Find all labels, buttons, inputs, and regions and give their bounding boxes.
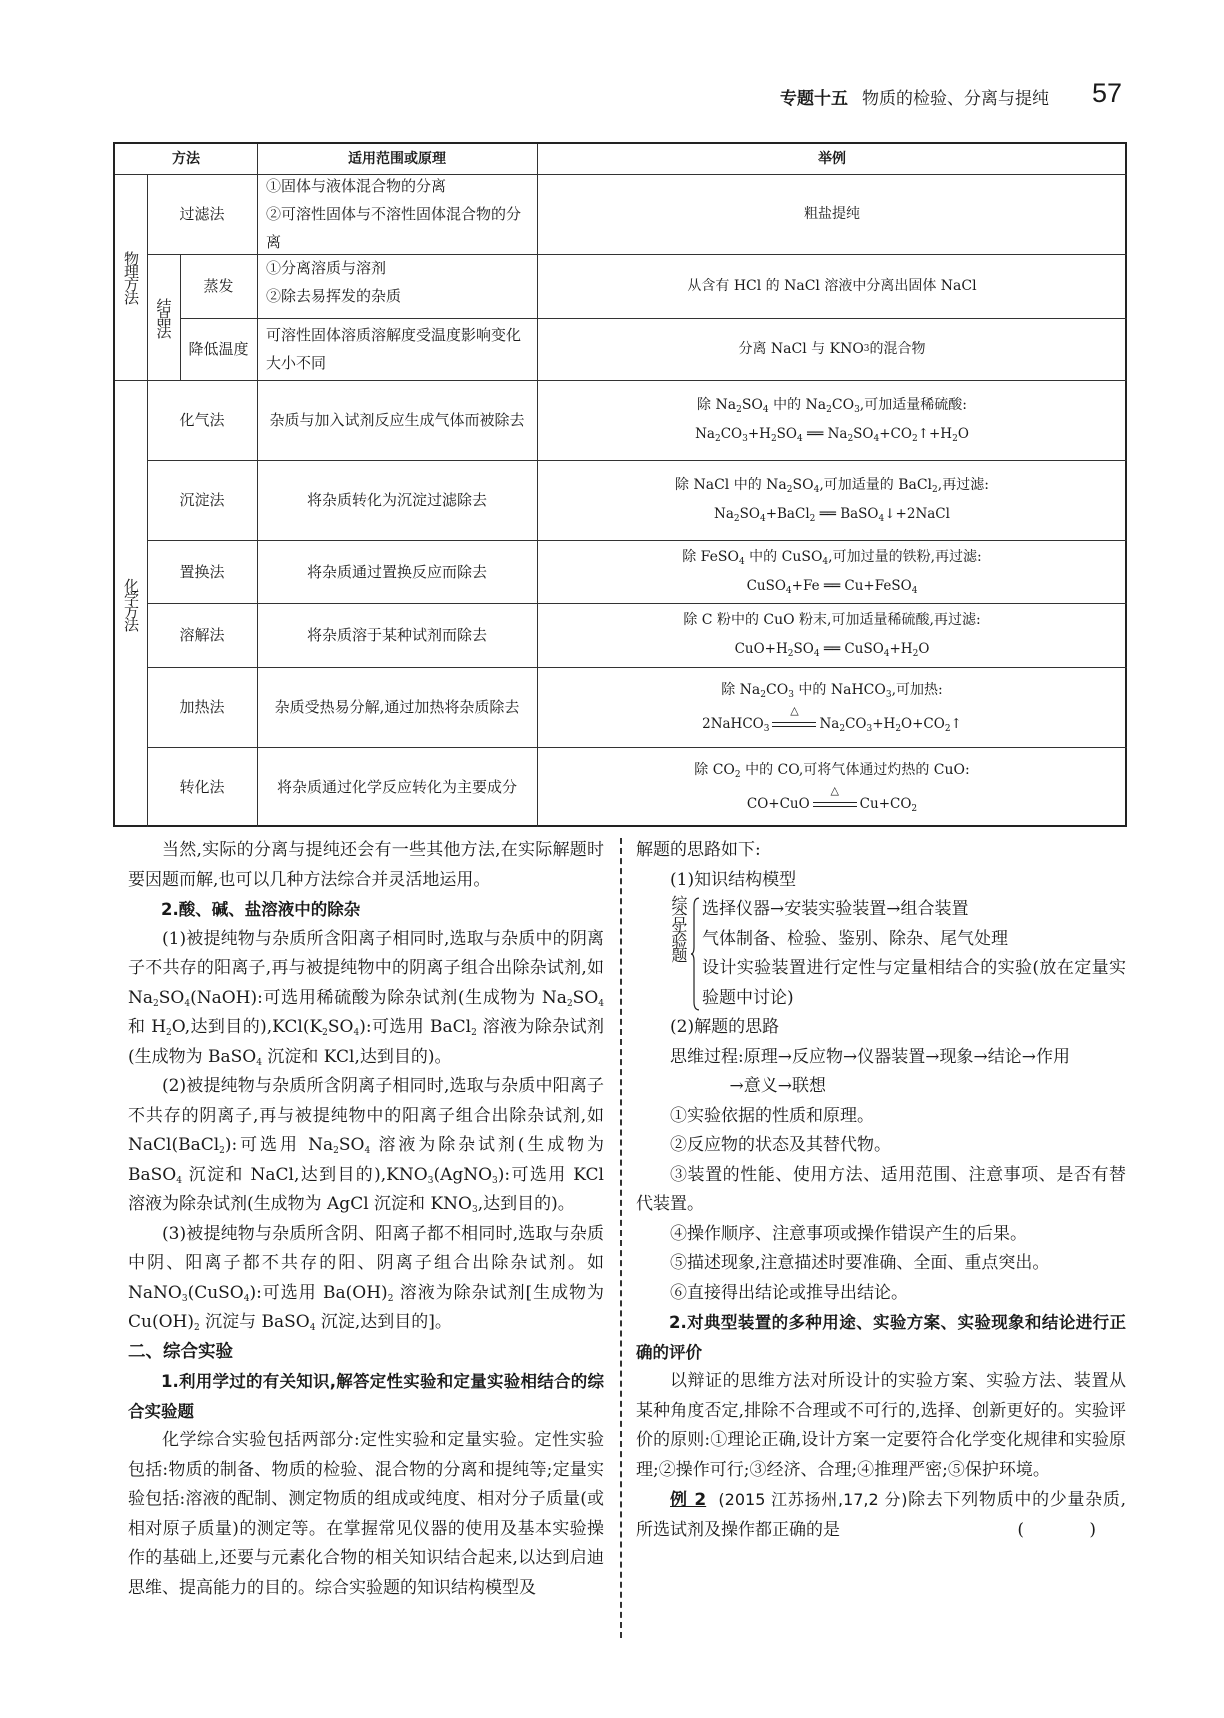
- bracket-items: [702, 895, 1126, 1013]
- principle-line: ①分离溶质与溶剂: [266, 259, 387, 277]
- point-item: ①实验依据的性质和原理。: [670, 1105, 874, 1126]
- point-item: ⑤描述现象,注意描述时要准确、全面、重点突出。: [670, 1253, 1050, 1273]
- table-rule: [180, 254, 181, 380]
- table-rule: [147, 254, 1127, 255]
- chemical-equation: $CuO+H_2SO_4$ ══ $CuSO_4+H_2O$: [734, 641, 930, 659]
- thinking-process-continued: →意义→联想: [729, 1076, 826, 1096]
- subheading: (2)解题的思路: [670, 1017, 780, 1037]
- principle-precipitation: 将杂质转化为沉淀过滤除去: [306, 491, 487, 509]
- brace-icon: [690, 897, 700, 1011]
- point-item: ④操作顺序、注意事项或操作错误产生的后果。: [670, 1223, 1027, 1244]
- running-header: [780, 84, 1049, 109]
- paragraph: (2)被提纯物与杂质所含阴离子相同时,选取与杂质中阳离子不共存的阴离子,再与被提纯物中的阳离子组合出除杂试剂,如 NaCl(BaCl$_2$):可选用 $Na_2SO_4$ 溶液为除杂试剂(生成物为 BaSO$_4$ 沉淀和 NaCl,达到目的)$,KNO_3(AgNO_3)$:可选用 KCl 溶液为除杂试剂(生成物为 AgCl 沉淀和 $KNO_3$,达到目的)。: [128, 1076, 604, 1215]
- page-number: 57: [1092, 78, 1123, 108]
- example-gasification: [537, 380, 1127, 460]
- principle-line: 可溶性固体溶质溶解度受温度影响变化大小不同: [266, 326, 522, 372]
- point-item: ②反应物的状态及其替代物。: [670, 1135, 891, 1155]
- table-rule: [115, 380, 1127, 381]
- table-rule: [147, 603, 1127, 604]
- group-crystallization: 结晶法: [154, 297, 173, 337]
- method-cooling: 降低温度: [188, 340, 249, 358]
- principle-line: ②可溶性固体与不溶性固体混合物的分离: [266, 205, 522, 251]
- thinking-process: 思维过程:原理→反应物→仪器装置→现象→结论→作用: [670, 1046, 1070, 1067]
- bracket-item: 选择仪器→安装实验装置→组合装置: [702, 899, 969, 919]
- bracket-label: 综合实验题: [669, 895, 688, 960]
- principle-heating: 杂质受热易分解,通过加热将杂质除去: [274, 698, 520, 716]
- table-rule: [147, 174, 148, 827]
- chapter-title: 物质的检验、分离与提纯: [862, 89, 1049, 109]
- paragraph: (1)被提纯物与杂质所含阳离子相同时,选取与杂质中的阴离子不共存的阳离子,再与被提纯物中的阴离子组合出除杂试剂,如 $Na_2SO_4(NaOH)$:可选用稀硫酸为除杂试剂(生成物为 $Na_2SO_4$ 和 $H_2O$,达到目的)$,KCl(K_2SO_4)$:可选用 BaCl$_2$ 溶液为除杂试剂(生成物为 BaSO$_4$ 沉淀和 KCl,达到目的)。: [128, 928, 605, 1068]
- chemical-equation: $Na_2CO_3+H_2SO_4$ ══ $Na_2SO_4+CO_2↑+H_2O$: [695, 426, 969, 444]
- subsection-heading: 2.酸、碱、盐溶液中的除杂: [161, 900, 361, 919]
- paragraph: (3)被提纯物与杂质所含阴、阳离子都不相同时,选取与杂质中阴、阳离子都不共存的阳、阴离子组合出除杂试剂。如 NaNO$_3$(CuSO$_4$):可选用 $Ba(OH)_2$ 溶液为除杂试剂[生成物为 $Cu(OH)_2$ 沉淀与 BaSO$_4$ 沉淀,达到目的]。: [128, 1223, 604, 1333]
- example-text: 除去下列物质中的少量杂质,所选试剂及操作都正确的是: [636, 1490, 1127, 1540]
- paragraph: 化学综合实验包括两部分:定性实验和定量实验。定性实验包括:物质的制备、物质的检验、混合物的分离和提纯等;定量实验包括:溶液的配制、测定物质的组成或纯度、相对分子质量(或相对原子质量)的测定等。在掌握常见仪器的使用及基本实验操作的基础上,还要与元素化合物的相关知识结合起来,以达到启迪思维、提高能力的目的。综合实验题的知识结构模型及: [128, 1430, 604, 1598]
- point-item: ⑥直接得出结论或推导出结论。: [670, 1282, 908, 1303]
- method-displacement: 置换法: [179, 562, 225, 581]
- paragraph: 以辩证的思维方法对所设计的实验方案、实验方法、装置从某种角度否定,排除不合理或不可行的,选择、创新更好的。实验评价的原则:①理论正确,设计方案一定要符合化学变化规律和实验原理;②操作可行;③经济、合理;④推理严密;⑤保护环境。: [636, 1371, 1126, 1480]
- example-source: (2015 江苏扬州,17,2 分): [718, 1490, 908, 1509]
- subheading: (1)知识结构模型: [670, 869, 797, 890]
- topic-label: 专题十五: [780, 89, 848, 109]
- method-filtration: 过滤法: [179, 205, 225, 223]
- principle-filtration: [257, 174, 537, 254]
- example-precipitation: [537, 460, 1127, 540]
- method-conversion: 转化法: [179, 778, 225, 796]
- table-rule: [147, 540, 1127, 541]
- example-question: [636, 1485, 1126, 1545]
- chemical-equation: CuSO$_4$+Fe ══ Cu+FeSO$_4$: [746, 577, 918, 596]
- method-heating: 加热法: [179, 698, 225, 716]
- right-column: [636, 836, 1126, 1545]
- principle-line: ②除去易挥发的杂质: [266, 287, 402, 305]
- col-header-method: 方法: [172, 151, 200, 167]
- table-rule: [537, 144, 538, 827]
- principle-conversion: 将杂质通过化学反应转化为主要成分: [276, 778, 517, 796]
- left-column: [128, 836, 604, 1603]
- table-rule: [180, 318, 1127, 319]
- principle-displacement: 将杂质通过置换反应而除去: [306, 562, 487, 581]
- principle-cooling: [257, 318, 537, 380]
- principle-line: ①固体与液体混合物的分离: [266, 177, 447, 195]
- example-text: 除 C 粉中的 CuO 粉末,可加适量稀硫酸,再过滤:: [683, 612, 981, 628]
- table-rule: [147, 667, 1127, 668]
- knowledge-structure-model: [636, 895, 1126, 1013]
- col-header-principle: 适用范围或原理: [348, 151, 446, 167]
- example-label: 例 2: [670, 1490, 707, 1510]
- heat-condition-sign: △: [813, 800, 857, 810]
- chemical-equation: CO+CuO △ $Cu+CO_2$: [746, 783, 918, 814]
- point-item: ③装置的性能、使用方法、适用范围、注意事项、是否有替代装置。: [636, 1164, 1126, 1214]
- heat-condition-sign: △: [772, 720, 816, 730]
- table-rule: [115, 174, 1127, 175]
- example-text: 除 NaCl 中的 $Na_2SO_4$,可加适量的 BaCl$_2$,再过滤:: [675, 477, 989, 495]
- example-filtration: 粗盐提纯: [804, 206, 860, 222]
- col-header-example: 举例: [818, 151, 846, 167]
- principle-dissolution: 将杂质溶于某种试剂而除去: [306, 626, 487, 644]
- principle-evaporation: [257, 254, 537, 318]
- example-conversion: [537, 747, 1127, 827]
- paragraph: 解题的思路如下:: [636, 840, 761, 860]
- bracket-item: 设计实验装置进行定性与定量相结合的实验(放在定量实验题中讨论): [702, 958, 1126, 1008]
- table-rule: [147, 460, 1127, 461]
- subsection-heading: 1.利用学过的有关知识,解答定性实验和定量实验相结合的综合实验题: [128, 1372, 604, 1421]
- separation-methods-table: [113, 142, 1127, 827]
- method-evaporation: 蒸发: [203, 277, 234, 295]
- table-rule: [147, 747, 1127, 748]
- example-evaporation: 从含有 HCl 的 NaCl 溶液中分离出固体 NaCl: [687, 278, 977, 294]
- method-dissolution: 溶解法: [179, 626, 225, 644]
- bracket-item: 气体制备、检验、鉴别、除杂、尾气处理: [702, 928, 1008, 949]
- paragraph: 当然,实际的分离与提纯还会有一些其他方法,在实际解题时要因题而解,也可以几种方法综合并灵活地运用。: [128, 840, 604, 890]
- column-divider: [620, 838, 622, 1638]
- example-text: 除 FeSO$_4$ 中的 CuSO$_4$,可加过量的铁粉,再过滤:: [682, 548, 982, 567]
- example-cooling: 分离 NaCl 与 KNO 3 的混合物: [738, 341, 926, 357]
- method-gasification: 化气法: [179, 411, 225, 429]
- example-heating: [537, 667, 1127, 747]
- example-text: 除 $CO_2$ 中的 CO,可将气体通过灼热的 CuO:: [694, 762, 970, 780]
- method-precipitation: 沉淀法: [179, 491, 225, 509]
- example-displacement: [537, 540, 1127, 603]
- principle-gasification: 杂质与加入试剂反应生成气体而被除去: [269, 411, 525, 429]
- group-chemical: 化学方法: [122, 577, 140, 630]
- subsection-heading: 2.对典型装置的多种用途、实验方案、实验现象和结论进行正确的评价: [636, 1313, 1126, 1362]
- answer-blank[interactable]: ( ): [1017, 1519, 1126, 1540]
- chemical-equation: $Na_2SO_4+BaCl_2$ ══ BaSO$_4$↓+2NaCl: [714, 506, 950, 524]
- example-text: 除 $Na_2SO_4$ 中的 $Na_2CO_3$,可加适量稀硫酸:: [697, 397, 967, 415]
- example-text: 除 $Na_2CO_3$ 中的 NaHCO$_3$,可加热:: [721, 682, 943, 700]
- section-heading: 二、综合实验: [128, 1341, 233, 1362]
- example-dissolution: [537, 603, 1127, 667]
- table-rule: [257, 144, 258, 827]
- chemical-equation: 2NaHCO$_3$ △ $Na_2CO_3+H_2O+CO_2↑$: [702, 703, 962, 734]
- group-physical: 物理方法: [122, 251, 140, 303]
